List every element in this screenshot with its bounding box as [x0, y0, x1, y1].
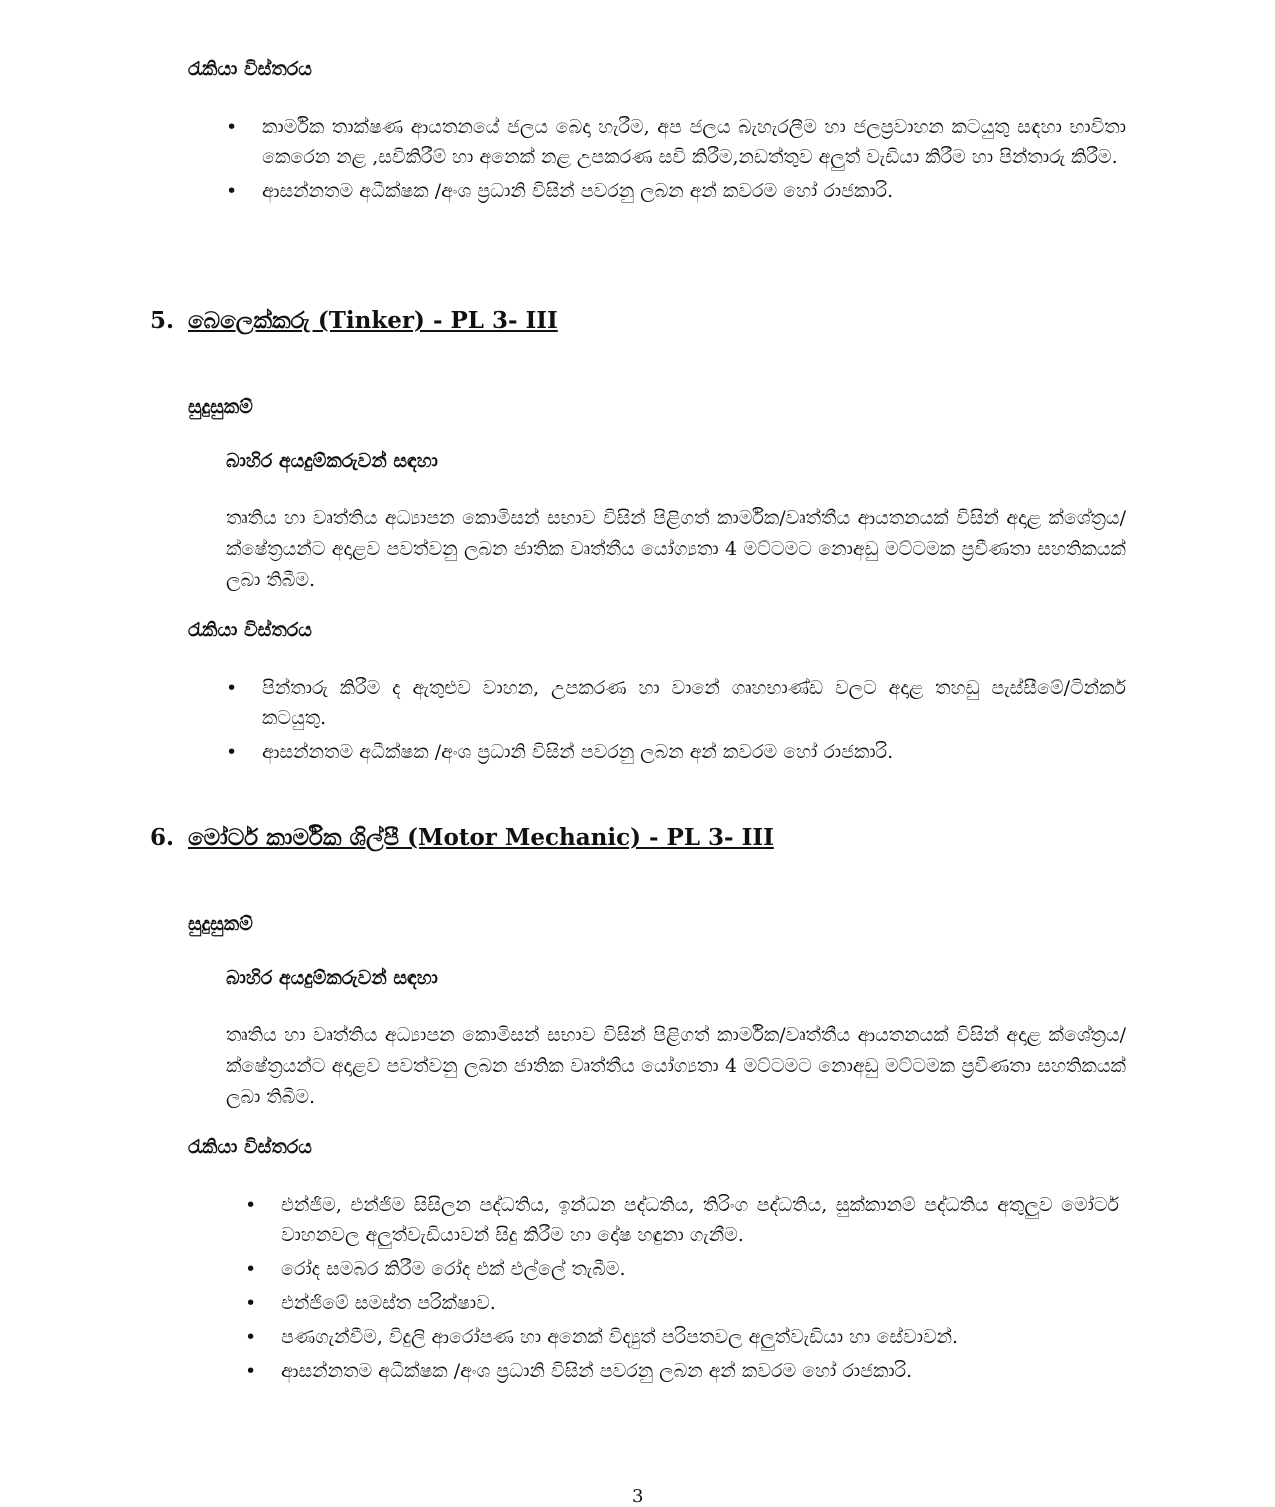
qualification-text: තෘතිය හා වෘත්තිය අධ්‍යාපන කොමිසන් සභාව විසින් පිළිගත් කාර්මික/වෘත්තීය ආයතනයක් විසින් අදාළ ක්ශේත්‍රය/ක්ෂේත්‍රයන්ට අදාළව පවත්වනු ලබන ජාතික වෘත්තීය යෝග්‍යතා 4 මට්ටමට නොඅඩු මට්ටමක ප්‍රවීණතා සහතිකයක් ලබා තිබීම.	[226, 507, 1126, 591]
list-item: • ආසන්නතම අධීක්ෂක /අංශ ප්‍රධානි විසින් පවරනු ලබන අන් කවරම හෝ රාජකාරි.	[226, 176, 1126, 206]
external-applicants-heading: බාහිර අයදුම්කරුවන් සඳහා	[226, 967, 438, 989]
qualification-text: තෘතිය හා වෘත්තිය අධ්‍යාපන කොමිසන් සභාව විසින් පිළිගත් කාර්මික/වෘත්තීය ආයතනයක් විසින් අදාළ ක්ශේත්‍රය/ක්ෂේත්‍රයන්ට අදාළව පවත්වනු ලබන ජාතික වෘත්තීය යෝග්‍යතා 4 මට්ටමට නොඅඩු මට්ටමක ප්‍රවීණතා සහතිකයක් ලබා තිබීම.	[226, 1024, 1126, 1108]
list-item: • පණගැන්වීම, විදුලි ආරෝපණ හා අනෙක් විද්‍යුත් පරිපතවල අලුත්වැඩියා හා සේවාවන්.	[245, 1322, 1119, 1352]
section-5-heading	[150, 307, 558, 334]
duties-list-intro	[226, 112, 1126, 210]
duties-heading: රැකියා විස්තරය	[188, 1136, 312, 1158]
page-number: 3	[632, 1486, 644, 1507]
list-item: • ආසන්නතම අධීක්ෂක /අංශ ප්‍රධානි විසින් පවරනු ලබන අන් කවරම හෝ රාජකාරි.	[226, 737, 1126, 767]
duties-heading: රැකියා විස්තරය	[188, 619, 312, 641]
list-item: • කාර්මික තාක්ෂණ ආයතනයේ ජලය බෙදා හැරීම, අප ජලය බැහැරලීම හා ජලප්‍රවාහන කටයුතු සඳහා භාවිතා කෙරෙන නළ ,සවිකිරීම් හා අනෙක් නළ උපකරණ සවි කිරීම,නඩත්තුව අලුත් වැඩියා කිරීම හා පින්තාරු කිරීම.	[226, 112, 1126, 172]
list-item: • එන්ජිමේ සමස්ත පරික්ෂාව.	[245, 1288, 1119, 1318]
duties-list	[226, 673, 1126, 771]
qualifications-heading: සුදුසුකම්	[188, 396, 253, 418]
section-title: බෙලෙක්කරු (Tinker) - PL 3- III	[188, 307, 558, 334]
section-6-heading	[150, 824, 774, 851]
list-item: • ආසන්නතම අධීක්ෂක /අංශ ප්‍රධානි විසින් පවරනු ලබන අන් කවරම හෝ රාජකාරි.	[245, 1356, 1119, 1386]
section-number: 6.	[150, 824, 175, 851]
duties-heading-intro: රැකියා විස්තරය	[188, 58, 312, 80]
list-item: • එන්ජිම, එන්ජිම සිසිලන පද්ධතිය, ඉන්ධන පද්ධතිය, තිරිංග පද්ධතිය, සුක්කානම් පද්ධතිය අතුලුව මෝටර් වාහනවල අලුත්වැඩියාවන් සිදු කිරීම හා දෝෂ හඳුනා ගැනීම.	[245, 1190, 1119, 1250]
section-title: මෝටර් කාර්මික ශිල්පී (Motor Mechanic) - PL 3- III	[188, 824, 774, 851]
external-applicants-heading: බාහිර අයදුම්කරුවන් සඳහා	[226, 450, 438, 472]
list-item: • පින්තාරු කිරීම ද ඇතුළුව වාහන, උපකරණ හා වානේ ගෘහභාණ්ඩ වලට අදාළ තහඩු පැස්සීමේ/ටින්කර් කටයුතු.	[226, 673, 1126, 733]
duties-list	[245, 1190, 1119, 1390]
section-number: 5.	[150, 307, 175, 334]
qualifications-heading: සුදුසුකම්	[188, 913, 253, 935]
list-item: • රෝද සමබර කිරීම රෝද එක් එල්ලේ තැබීම.	[245, 1254, 1119, 1284]
